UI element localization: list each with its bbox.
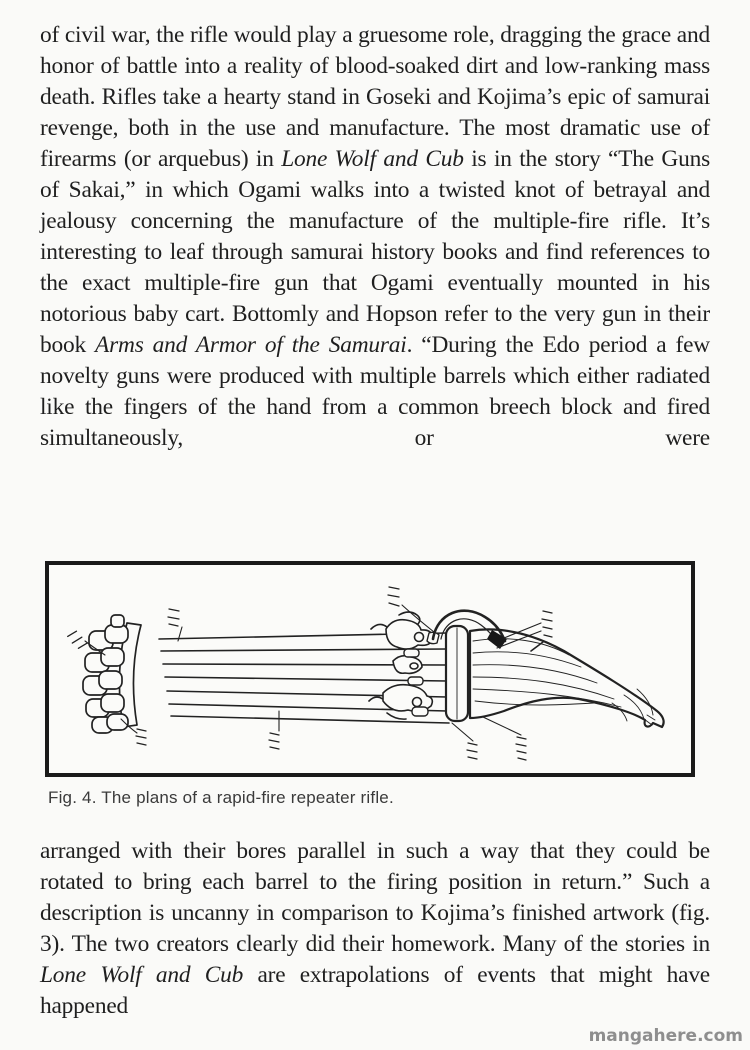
paragraph-bottom: arranged with their bores parallel in such a way that they could be rotated to bring each barrel to the firing position in return.” Such a description is uncanny in comparison to Kojima’s finished artwork (fig. 3). The two creators clearly did their homework. Many of the stories in Lone Wolf and Cub are extrapolations of events that might have happened [40, 838, 710, 1019]
paragraph-top: of civil war, the rifle would play a gruesome role, dragging the grace and honor of battle into a reality of blood-soaked dirt and low-ranking mass death. Rifles take a hearty stand in Goseki and Kojima’s epic of samurai revenge, both in the use and manufacture. The most dramatic use of firearms (or arquebus) in Lone Wolf and Cub is in the story “The Guns of Sakai,” in which Ogami walks into a twisted knot of betrayal and jealousy concerning the manufacture of the multiple-fire rifle. It’s interesting to leaf through samurai history books and find references to the exact multiple-fire gun that Ogami eventually mounted in his notorious baby cart. Bottomly and Hopson refer to the very gun in their book Arms and Armor of the Samurai. “During the Edo period a few novelty guns were produced with multiple barrels which either radiated like the fingers of the hand from a common breech block and fired simultaneously, or were [40, 22, 710, 451]
figure-caption: Fig. 4. The plans of a rapid-fire repeater rifle. [48, 788, 394, 807]
rifle-diagram [49, 565, 691, 773]
rifle-diagram-frame [45, 561, 695, 777]
muzzle-caps [83, 615, 128, 733]
barrel-band [446, 626, 468, 721]
watermark: mangahere.com [588, 1026, 743, 1046]
